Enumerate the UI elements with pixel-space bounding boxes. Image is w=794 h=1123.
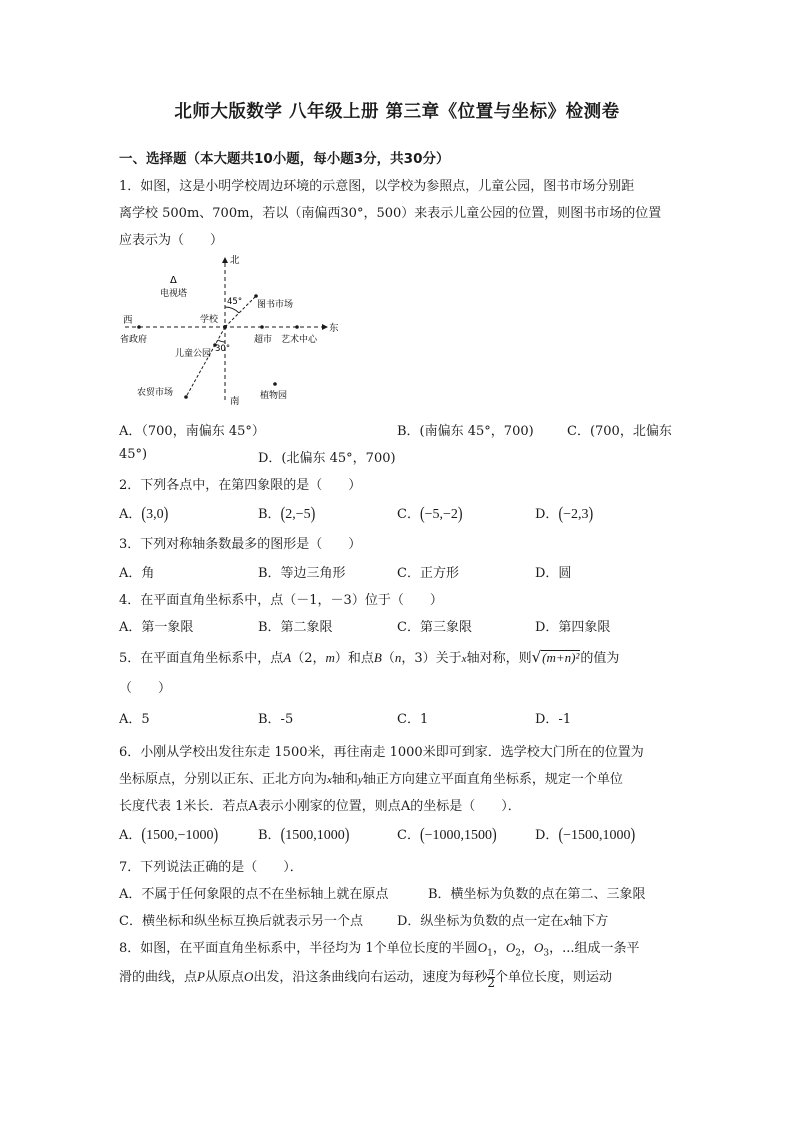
botanical-garden-point xyxy=(273,382,277,386)
tv-tower-label: 电视塔 xyxy=(160,289,188,299)
q5-line2: （ ） xyxy=(119,681,172,696)
q7-option-d: D．纵坐标为负数的点一定在x轴下方 xyxy=(397,913,609,929)
q5-stem: 5．在平面直角坐标系中，点A（2，m）和点B（n，3）关于x轴对称，则√(m+n)²的值为 xyxy=(119,648,620,666)
province-gov-label: 省政府 xyxy=(120,335,148,345)
east-label: 东 xyxy=(329,323,339,334)
q7-option-b: B．横坐标为负数的点在第二、三象限 xyxy=(428,887,646,902)
q1-option-c: C．(700，北偏东 xyxy=(567,424,672,439)
q6-line3: 长度代表 1米长．若点A表示小刚家的位置，则点A的坐标是（ ）． xyxy=(119,799,521,814)
q5-option-a: A．5 xyxy=(119,712,150,727)
q1-option-b: B．(南偏东 45°，700) xyxy=(397,424,534,439)
q1-option-c-cont: 45°) xyxy=(119,447,148,462)
q2-option-a: A．(3,0) xyxy=(119,505,169,524)
q6-option-b: B．(1500,1000) xyxy=(258,826,350,845)
supermarket-point xyxy=(260,325,264,329)
q2-option-d: D．(−2,3) xyxy=(535,505,594,524)
q7-option-a: A．不属于任何象限的点不在坐标轴上就在原点 xyxy=(119,887,389,902)
q6-line1: 6．小刚从学校出发往东走 1500米，再往南走 1000米即可到家．选学校大门所在的位置为 xyxy=(119,745,644,760)
school-label: 学校 xyxy=(200,315,219,325)
q6-option-c: C．(−1000,1500) xyxy=(397,826,497,845)
q3-option-c: C．正方形 xyxy=(397,566,459,581)
q1-line3: 应表示为（ ） xyxy=(119,233,224,248)
south-label: 南 xyxy=(230,396,240,407)
supermarket-label: 超市 xyxy=(254,335,273,345)
q6-line2: 坐标原点，分别以正东、正北方向为x轴和y轴正方向建立平面直角坐标系，规定一个单位 xyxy=(119,772,623,787)
q2-option-b: B．(2,−5) xyxy=(258,505,316,524)
province-gov-point xyxy=(137,325,141,329)
farmers-market-label: 农贸市场 xyxy=(137,388,174,398)
q4-option-a: A．第一象限 xyxy=(119,620,194,635)
angle-45-label: 45° xyxy=(227,297,243,307)
q7-option-c: C．横坐标和纵坐标互换后就表示另一个点 xyxy=(119,914,363,929)
q1-map-figure xyxy=(115,250,355,410)
q5-option-d: D．-1 xyxy=(535,712,572,727)
q3-option-b: B．等边三角形 xyxy=(258,566,346,581)
q7-stem: 7．下列说法正确的是（ ）． xyxy=(119,860,303,875)
q4-option-d: D．第四象限 xyxy=(535,620,611,635)
q4-option-c: C．第三象限 xyxy=(397,620,472,635)
arts-center-label: 艺术中心 xyxy=(281,335,318,345)
arts-center-point xyxy=(295,325,299,329)
angle-30-arc xyxy=(218,340,225,342)
botanical-garden-label: 植物园 xyxy=(260,391,288,401)
north-label: 北 xyxy=(230,255,240,266)
west-label: 西 xyxy=(123,315,133,326)
farmers-market-point xyxy=(184,395,188,399)
q6-option-d: D．(−1500,1000) xyxy=(535,826,636,845)
q3-option-d: D．圆 xyxy=(535,566,572,581)
q2-stem: 2．下列各点中，在第四象限的是（ ） xyxy=(119,478,362,493)
q1-option-d: D．(北偏东 45°，700) xyxy=(258,451,396,466)
tv-tower-symbol: Δ xyxy=(170,275,177,286)
q4-stem: 4．在平面直角坐标系中，点（－1，－3）位于（ ） xyxy=(119,593,443,608)
angle-30-label: 30° xyxy=(215,344,231,354)
farmers-market-line xyxy=(186,327,225,397)
section-heading: 一、选择题（本大题共10小题，每小题3分，共30分） xyxy=(119,151,450,167)
angle-45-arc xyxy=(225,307,239,313)
q1-line2: 离学校 500m、700m，若以（南偏西30°，500）来表示儿童公园的位置，则图书市场的位置 xyxy=(119,206,662,221)
q3-option-a: A．角 xyxy=(119,566,155,581)
q6-option-a: A．(1500,−1000) xyxy=(119,826,219,845)
sqrt-expression: (m+n)² xyxy=(542,650,580,665)
library-market-point xyxy=(254,294,258,298)
q8-line1: 8．如图，在平面直角坐标系中，半径均为 1个单位长度的半圆$O_1$，$O_2$，$O_3$，...组成一条平 xyxy=(119,940,640,959)
school-point xyxy=(223,325,227,329)
q8-line2: 滑的曲线，点P从原点O出发，沿这条曲线向右运动，速度为每秒 $\frac{\pi}{2}$个单位长度，则运动 xyxy=(119,964,613,990)
page-title: 北师大版数学 八年级上册 第三章《位置与坐标》检测卷 xyxy=(174,102,620,122)
q3-stem: 3．下列对称轴条数最多的图形是（ ） xyxy=(119,537,362,552)
q2-option-c: C．(−5,−2) xyxy=(397,505,463,524)
q1-option-a: A．（700，南偏东 45°） xyxy=(119,424,265,439)
q5-option-b: B．-5 xyxy=(258,712,294,727)
pi-over-2-fraction: $\frac{\pi}{2}$ xyxy=(487,964,496,990)
library-market-label: 图书市场 xyxy=(257,300,294,310)
q5-option-c: C．1 xyxy=(397,712,429,727)
childrens-park-label: 儿童公园 xyxy=(175,349,212,359)
q4-option-b: B．第二象限 xyxy=(258,620,333,635)
q1-line1: 1．如图，这是小明学校周边环境的示意图，以学校为参照点，儿童公园，图书市场分别距 xyxy=(119,179,635,194)
